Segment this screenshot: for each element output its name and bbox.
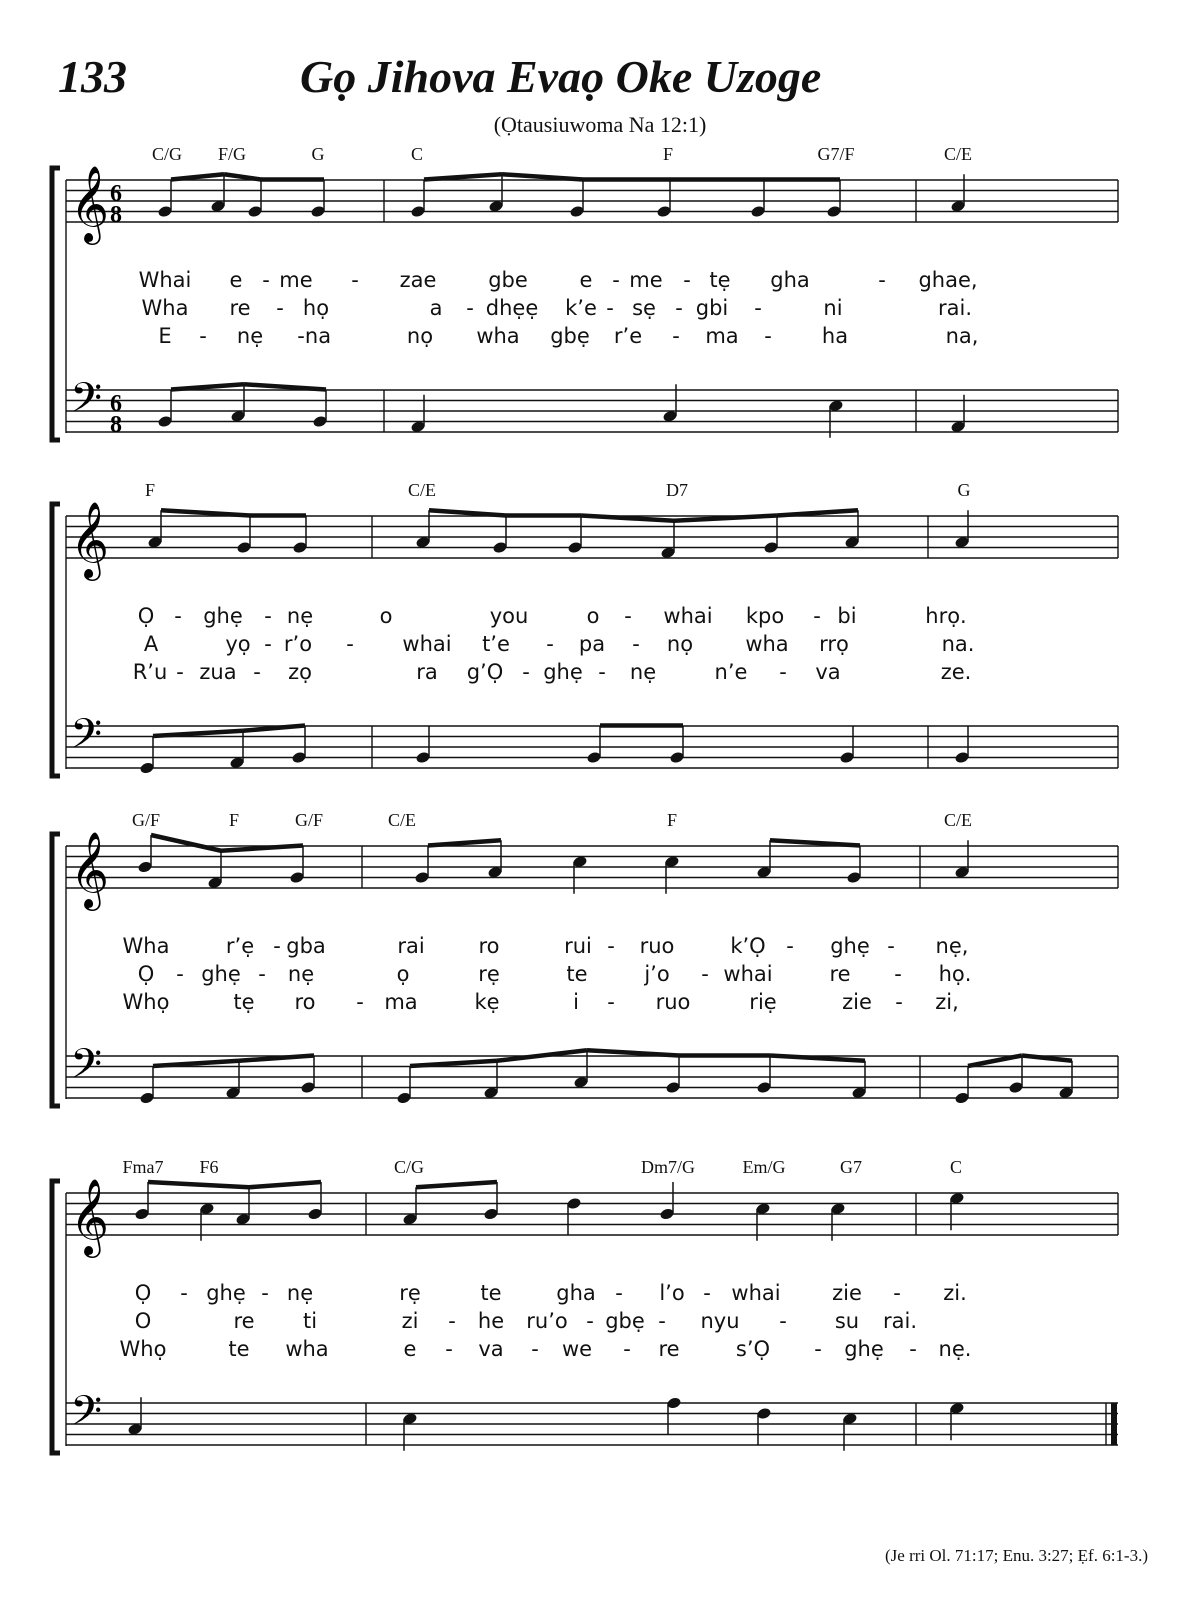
- lyric-verse-1: r’ẹ: [225, 934, 255, 958]
- beam: [161, 510, 250, 515]
- beam: [410, 1061, 497, 1066]
- beam: [429, 510, 506, 515]
- lyric-verse-1: -: [813, 604, 821, 628]
- lyric-verse-1: zi.: [943, 1281, 967, 1305]
- lyric-verse-2: họ: [302, 296, 330, 320]
- scripture-reference: (Ọtausiuwoma Na 12:1): [493, 112, 707, 137]
- lyric-verse-3: kẹ: [474, 990, 500, 1014]
- lyric-verse-3: tẹ: [233, 990, 255, 1014]
- lyric-verse-3: -: [779, 660, 787, 684]
- footer-references: (Je rri Ol. 71:17; Enu. 3:27; Ẹf. 6:1-3.): [885, 1546, 1148, 1565]
- lyric-verse-3: g’Ọ: [466, 660, 504, 684]
- lyric-verse-2: A: [143, 632, 159, 656]
- lyric-verse-2: ọ: [396, 962, 410, 986]
- final-barline-thick: [1111, 1403, 1117, 1445]
- treble-staff: [66, 831, 1118, 911]
- chord-symbol: C/E: [943, 810, 973, 830]
- lyric-verse-1: te: [480, 1281, 502, 1305]
- lyric-verse-3: -: [199, 324, 207, 348]
- treble-clef-icon: 𝄞: [70, 1178, 110, 1255]
- system-bracket: [52, 1181, 60, 1453]
- lyric-verse-3: -: [909, 1337, 917, 1361]
- treble-staff: [66, 501, 1118, 581]
- lyric-verse-2: -: [276, 296, 284, 320]
- lyric-verse-1: -: [887, 934, 895, 958]
- time-signature-top: 6: [110, 181, 122, 207]
- lyric-verse-1: bi: [837, 604, 857, 628]
- lyric-verse-3: r’e: [613, 324, 643, 348]
- lyric-verse-3: -: [895, 990, 903, 1014]
- chord-symbol: C/E: [407, 480, 437, 500]
- lyric-verse-1: me: [629, 268, 663, 292]
- lyric-verse-2: gbẹ: [605, 1309, 645, 1333]
- lyric-verse-1: Ọ: [134, 1281, 152, 1305]
- lyric-verse-2: -: [466, 296, 474, 320]
- lyric-verse-1: ghae,: [918, 268, 978, 292]
- lyric-verse-1: zae: [399, 268, 437, 292]
- bass-staff: [66, 374, 1118, 438]
- lyric-verse-2: -: [258, 962, 266, 986]
- lyric-verse-1: gba: [286, 934, 326, 958]
- lyric-verse-1: -: [612, 268, 620, 292]
- time-signature-top: 6: [110, 391, 122, 417]
- lyric-verse-1: -: [878, 268, 886, 292]
- lyric-verse-3: ruo: [655, 990, 691, 1014]
- beam: [244, 384, 326, 389]
- system-bracket: [52, 834, 60, 1106]
- lyric-verse-1: ghẹ: [206, 1281, 246, 1305]
- chord-symbol: G/F: [131, 810, 161, 830]
- lyric-verse-1: kpo: [745, 604, 785, 628]
- lyric-verse-1: -: [607, 934, 615, 958]
- lyric-verse-3: va: [478, 1337, 504, 1361]
- lyric-verse-1: gha: [770, 268, 810, 292]
- lyric-verse-1: -: [180, 1281, 188, 1305]
- lyric-verse-2: rai.: [937, 296, 973, 320]
- lyric-verse-1: -: [262, 268, 270, 292]
- lyric-verse-1: gha: [556, 1281, 596, 1305]
- lyric-verse-3: -: [623, 1337, 631, 1361]
- lyric-verse-1: rai: [397, 934, 425, 958]
- lyric-verse-1: -: [683, 268, 691, 292]
- chord-symbol: Dm7/G: [641, 1157, 695, 1177]
- lyric-verse-2: r’o: [283, 632, 313, 656]
- lyric-verse-3: -: [356, 990, 364, 1014]
- lyric-verse-3: zi,: [935, 990, 959, 1014]
- lyric-verse-1: ro: [478, 934, 500, 958]
- lyric-verse-1: ruo: [639, 934, 675, 958]
- chord-symbol: C/E: [943, 144, 973, 164]
- lyric-verse-3: E: [158, 324, 172, 348]
- lyric-verse-3: na: [304, 324, 332, 348]
- beam: [249, 1182, 321, 1187]
- lyric-verse-3: we: [561, 1337, 593, 1361]
- bass-clef-icon: 𝄢: [70, 374, 103, 432]
- lyric-verse-1: e: [229, 268, 243, 292]
- beam: [171, 384, 244, 389]
- song-number: 133: [58, 51, 127, 102]
- beam: [502, 174, 583, 179]
- song-title: Gọ Jihova Evaọ Oke Uzoge: [300, 51, 822, 102]
- chord-symbol: C/G: [151, 144, 183, 164]
- lyric-verse-2: whai: [402, 632, 452, 656]
- lyric-verse-3: ma: [705, 324, 739, 348]
- lyric-verse-3: riẹ: [749, 990, 777, 1014]
- lyric-verse-3: -: [522, 660, 530, 684]
- lyric-verse-1: rẹ: [399, 1281, 421, 1305]
- chord-symbol: C: [410, 144, 424, 164]
- lyric-verse-2: O: [134, 1309, 152, 1333]
- bass-clef-icon: 𝄢: [70, 1387, 103, 1445]
- lyric-verse-3: i: [573, 990, 579, 1014]
- bass-staff: [66, 710, 1118, 775]
- lyric-verse-2: rẹ: [478, 962, 500, 986]
- lyric-verse-3: -: [253, 660, 261, 684]
- lyric-verse-2: gbi: [695, 296, 729, 320]
- lyric-verse-3: e: [403, 1337, 417, 1361]
- lyric-verse-2: pa: [578, 632, 606, 656]
- treble-staff: [66, 165, 1118, 245]
- lyric-verse-2: rai.: [882, 1309, 918, 1333]
- lyric-verse-1: -: [174, 604, 182, 628]
- lyric-verse-1: whai: [731, 1281, 781, 1305]
- lyric-verse-1: -: [893, 1281, 901, 1305]
- chord-symbol: C/G: [393, 1157, 425, 1177]
- lyric-verse-3: Whọ: [119, 1337, 167, 1361]
- lyric-verse-2: whai: [723, 962, 773, 986]
- chord-symbol: G/F: [294, 810, 324, 830]
- lyric-verse-2: -: [632, 632, 640, 656]
- lyric-verse-3: nọ: [406, 324, 434, 348]
- lyric-verse-2: -: [701, 962, 709, 986]
- lyric-verse-1: you: [489, 604, 529, 628]
- lyric-verse-1: nẹ: [286, 1281, 314, 1305]
- lyric-verse-3: n’e: [714, 660, 748, 684]
- treble-clef-icon: 𝄞: [70, 165, 110, 242]
- music-system-1: [0, 140, 1200, 460]
- lyric-verse-1: hrọ.: [925, 604, 967, 628]
- lyric-verse-1: o: [586, 604, 600, 628]
- lyric-verse-3: ze.: [940, 660, 972, 684]
- chord-symbol: F: [144, 480, 156, 500]
- lyric-verse-2: sẹ: [632, 296, 656, 320]
- beam: [968, 1056, 1022, 1067]
- lyric-verse-1: l’o: [659, 1281, 685, 1305]
- lyric-verse-1: -: [261, 1281, 269, 1305]
- lyric-verse-3: te: [228, 1337, 250, 1361]
- bass-staff: [66, 1040, 1118, 1105]
- bass-clef-icon: 𝄢: [70, 1040, 103, 1098]
- lyric-verse-2: ru’o: [526, 1309, 568, 1333]
- bass-clef-icon: 𝄢: [70, 710, 103, 768]
- system-bracket: [52, 504, 60, 776]
- lyric-verse-3: ha: [821, 324, 849, 348]
- lyric-verse-1: ghẹ: [203, 604, 243, 628]
- chord-symbol: G: [957, 480, 971, 500]
- lyric-verse-1: gbe: [488, 268, 528, 292]
- chord-symbol: G7: [840, 1157, 862, 1177]
- lyric-verse-2: Ọ: [137, 962, 155, 986]
- lyric-verse-3: va: [815, 660, 841, 684]
- lyric-verse-3: -: [176, 660, 184, 684]
- time-signature-bottom: 8: [110, 202, 122, 228]
- beam: [148, 1182, 249, 1187]
- chord-symbol: F: [666, 810, 678, 830]
- lyric-verse-3: -: [607, 990, 615, 1014]
- music-system-2: [0, 476, 1200, 796]
- treble-clef-icon: 𝄞: [70, 501, 110, 578]
- lyric-verse-2: -: [176, 962, 184, 986]
- lyric-verse-1: whai: [663, 604, 713, 628]
- time-signature-bottom: 8: [110, 412, 122, 438]
- lyric-verse-2: -: [606, 296, 614, 320]
- lyric-verse-2: -: [779, 1309, 787, 1333]
- lyric-verse-2: re: [233, 1309, 255, 1333]
- lyric-verse-2: Wha: [141, 296, 189, 320]
- bass-staff: [66, 1387, 1118, 1451]
- beam: [424, 174, 502, 179]
- lyric-verse-2: j’o: [644, 962, 670, 986]
- lyric-verse-2: te: [566, 962, 588, 986]
- lyric-verse-1: Whai: [138, 268, 192, 292]
- lyric-verse-2: ghẹ: [201, 962, 241, 986]
- lyric-verse-2: na.: [941, 632, 975, 656]
- lyric-verse-1: o: [379, 604, 393, 628]
- chord-symbol: F: [662, 144, 674, 164]
- lyric-verse-1: tẹ: [709, 268, 731, 292]
- lyric-verse-1: -: [351, 268, 359, 292]
- lyric-verse-3: nẹ.: [938, 1337, 972, 1361]
- lyric-verse-3: R’u: [132, 660, 168, 684]
- lyric-verse-1: -: [703, 1281, 711, 1305]
- lyric-verse-2: re: [829, 962, 851, 986]
- lyric-verse-2: k’e: [565, 296, 597, 320]
- lyric-verse-1: e: [579, 268, 593, 292]
- lyric-verse-2: -: [894, 962, 902, 986]
- lyric-verse-1: nẹ,: [935, 934, 969, 958]
- lyric-verse-2: -: [264, 632, 272, 656]
- lyric-verse-2: -: [658, 1309, 666, 1333]
- lyric-verse-1: me: [279, 268, 313, 292]
- lyric-verse-3: zie: [842, 990, 872, 1014]
- lyric-verse-1: -: [615, 1281, 623, 1305]
- lyric-verse-2: zi: [401, 1309, 419, 1333]
- lyric-verse-1: -: [264, 604, 272, 628]
- lyric-verse-3: gbẹ: [550, 324, 590, 348]
- chord-symbol: C/E: [387, 810, 417, 830]
- lyric-verse-1: k’Ọ: [730, 934, 766, 958]
- lyric-verse-2: -: [754, 296, 762, 320]
- lyric-verse-2: re: [229, 296, 251, 320]
- lyric-verse-3: -: [598, 660, 606, 684]
- lyric-verse-1: -: [624, 604, 632, 628]
- lyric-verse-3: nẹ: [629, 660, 657, 684]
- lyric-verse-2: yọ: [225, 632, 251, 656]
- lyric-verse-2: he: [477, 1309, 505, 1333]
- staff-svg: [0, 1153, 1200, 1473]
- lyric-verse-3: wha: [285, 1337, 329, 1361]
- lyric-verse-3: ra: [416, 660, 438, 684]
- lyric-verse-3: nẹ: [236, 324, 264, 348]
- lyric-verse-2: nọ: [666, 632, 694, 656]
- lyric-verse-3: -: [297, 324, 305, 348]
- beam: [153, 731, 243, 736]
- chord-symbol: F/G: [217, 144, 247, 164]
- chord-symbol: F: [228, 810, 240, 830]
- chord-symbol: G: [311, 144, 325, 164]
- lyric-verse-2: -: [448, 1309, 456, 1333]
- lyric-verse-3: ma: [384, 990, 418, 1014]
- lyric-verse-1: Wha: [122, 934, 170, 958]
- lyric-verse-2: ni: [823, 296, 843, 320]
- lyric-verse-3: na,: [945, 324, 979, 348]
- lyric-verse-2: -: [546, 632, 554, 656]
- lyric-verse-2: wha: [745, 632, 789, 656]
- beam: [224, 174, 261, 179]
- chord-symbol: F6: [199, 1157, 219, 1177]
- beam: [777, 510, 858, 515]
- lyric-verse-3: Whọ: [122, 990, 170, 1014]
- lyric-verse-3: ro: [294, 990, 316, 1014]
- lyric-verse-3: -: [445, 1337, 453, 1361]
- lyric-verse-3: -: [814, 1337, 822, 1361]
- music-system-4: [0, 1153, 1200, 1473]
- lyric-verse-2: a: [429, 296, 443, 320]
- lyric-verse-3: ghẹ: [844, 1337, 884, 1361]
- lyric-verse-3: -: [672, 324, 680, 348]
- beam: [153, 1061, 239, 1066]
- lyric-verse-1: rui: [564, 934, 592, 958]
- chord-symbol: Em/G: [742, 1157, 786, 1177]
- lyric-verse-2: nẹ: [287, 962, 315, 986]
- lyric-verse-1: -: [786, 934, 794, 958]
- lyric-verse-2: t’e: [482, 632, 510, 656]
- lyric-verse-1: zie: [832, 1281, 862, 1305]
- lyric-verse-3: -: [764, 324, 772, 348]
- lyric-verse-2: họ.: [938, 962, 972, 986]
- beam: [171, 174, 224, 179]
- lyric-verse-2: -: [346, 632, 354, 656]
- system-bracket: [52, 168, 60, 440]
- lyric-verse-3: re: [658, 1337, 680, 1361]
- music-system-3: [0, 806, 1200, 1126]
- lyric-verse-3: -: [531, 1337, 539, 1361]
- treble-staff: [66, 1178, 1118, 1258]
- treble-clef-icon: 𝄞: [70, 831, 110, 908]
- lyric-verse-3: ghẹ: [543, 660, 583, 684]
- beam: [151, 835, 221, 851]
- lyric-verse-3: zua: [199, 660, 237, 684]
- lyric-verse-2: su: [834, 1309, 860, 1333]
- lyric-verse-2: ti: [302, 1309, 318, 1333]
- beam: [770, 840, 860, 845]
- beam: [416, 1182, 497, 1187]
- lyric-verse-2: rrọ: [819, 632, 849, 656]
- lyric-verse-2: nyu: [700, 1309, 740, 1333]
- chord-symbol: C: [949, 1157, 963, 1177]
- beam: [428, 840, 501, 845]
- beam: [587, 1050, 679, 1055]
- lyric-verse-2: -: [675, 296, 683, 320]
- chord-symbol: D7: [666, 480, 688, 500]
- lyric-verse-2: dhẹẹ: [485, 296, 539, 320]
- lyric-verse-1: ghẹ: [830, 934, 870, 958]
- lyric-verse-1: nẹ: [286, 604, 314, 628]
- lyric-verse-3: wha: [476, 324, 520, 348]
- chord-symbol: G7/F: [817, 144, 855, 164]
- lyric-verse-3: s’Ọ: [735, 1337, 771, 1361]
- chord-symbol: Fma7: [122, 1157, 164, 1177]
- lyric-verse-1: Ọ: [137, 604, 155, 628]
- lyric-verse-1: -: [273, 934, 281, 958]
- lyric-verse-2: -: [586, 1309, 594, 1333]
- lyric-verse-3: zọ: [288, 660, 312, 684]
